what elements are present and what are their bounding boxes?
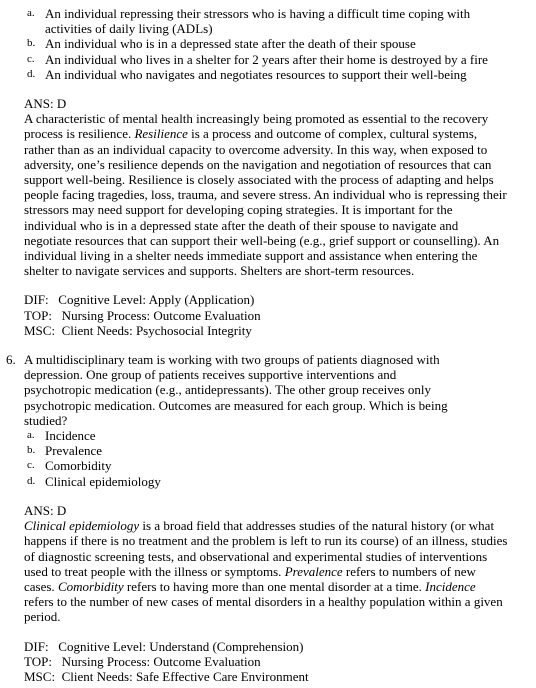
option-letter: c.: [27, 52, 35, 65]
rationale-text: refers to numbers of new cases.: [24, 563, 476, 594]
option-letter: a.: [27, 429, 35, 442]
difficulty-label: DIF: Cognitive Level: Apply (Application): [24, 292, 255, 308]
q5-option-b: [0, 36, 490, 51]
rationale-term: Clinical epidemiology: [24, 518, 140, 534]
rationale-text: refers to the number of new cases of mental disorders in a healthy population within a given period.: [24, 594, 503, 625]
difficulty-label: DIF: Cognitive Level: Understand (Comprehension): [24, 638, 304, 654]
option-letter: c.: [27, 459, 35, 472]
q6-stem: [0, 352, 466, 428]
option-text: An individual who is in a depressed state after the death of their spouse: [45, 36, 416, 52]
option-text: Comorbidity: [45, 458, 112, 474]
rationale-text: refers to having more than one mental disorder at a time.: [123, 578, 426, 594]
q6-options: [0, 428, 536, 489]
q5-option-d: [0, 67, 490, 82]
rationale-term: Incidence: [425, 578, 476, 594]
q5-rationale: [0, 111, 508, 278]
q5-metadata: [0, 292, 536, 338]
rationale-text: is a process and outcome of complex, cultural systems, rather than as an individual capacity to overcome adversity. In this way, when exposed to adversity, one’s resilience depends on the navigation and negotiation of resources that can support well-being. Resilience is closely associated with the process of adapting and helps people facing tragedies, loss, trauma, and severe stress. An individual who is repressing their stressors may need support for developing coping strategies. It is important for the individual who is in a depressed state after the death of their spouse to navigate and negotiate resources that can support their well-being (e.g., grief support or counselling). An individual living in a shelter needs immediate support and assistance when entering the shelter to navigate services and supports. Shelters are short-term resources.: [24, 126, 507, 279]
q6-rationale: [0, 518, 508, 624]
option-letter: b.: [27, 37, 36, 50]
q6-option-a: [0, 428, 490, 443]
rationale-text: A characteristic of mental health increasingly being promoted as essential to the recovery process is resilience.: [24, 111, 489, 142]
q5-option-a: [0, 6, 490, 36]
q5-answer: ANS: D: [24, 96, 67, 112]
option-letter: d.: [27, 474, 36, 487]
q5-options: [0, 6, 536, 82]
q6-option-b: [0, 443, 490, 458]
q6-option-c: [0, 458, 490, 473]
option-letter: d.: [27, 67, 36, 80]
client-needs-label: MSC: Client Needs: Psychosocial Integrity: [24, 322, 252, 338]
document-page: [0, 6, 536, 684]
option-letter: a.: [27, 7, 35, 19]
question-text: A multidisciplinary team is working with two groups of patients diagnosed with depression. One group of patients receives supportive interventions and psychotropic medication (e.g., antidepressants). The other group receives only psychotropic medication. Outcomes are measured for each group. Which is being studied?: [24, 352, 448, 428]
q6-metadata: [0, 639, 536, 685]
rationale-term: Resilience: [134, 126, 188, 142]
rationale-term: Comorbidity: [57, 578, 124, 594]
option-text: An individual who lives in a shelter for 2 years after their home is destroyed by a fire: [45, 51, 488, 67]
q6-answer: ANS: D: [24, 502, 67, 518]
option-text: Incidence: [45, 428, 96, 444]
option-text: An individual who navigates and negotiates resources to support their well-being: [45, 66, 467, 82]
question-number: 6.: [6, 352, 16, 368]
rationale-text: is a broad field that addresses studies of the natural history (or what happens if there is no treatment and the problem is left to run its course) of an illness, studies of diagnostic screening tests, and observational and experimental studies of interventions used to treat people with the illness or symptoms.: [24, 518, 508, 579]
q6-option-d: [0, 474, 490, 489]
topic-label: TOP: Nursing Process: Outcome Evaluation: [24, 307, 261, 323]
option-text: Clinical epidemiology: [45, 473, 161, 489]
rationale-term: Prevalence: [284, 563, 343, 579]
client-needs-label: MSC: Client Needs: Safe Effective Care Environment: [24, 668, 309, 684]
q5-option-c: [0, 52, 490, 67]
option-text: An individual repressing their stressors who is having a difficult time coping with activities of daily living (ADLs): [45, 6, 471, 37]
topic-label: TOP: Nursing Process: Outcome Evaluation: [24, 653, 261, 669]
option-letter: b.: [27, 444, 36, 457]
option-text: Prevalence: [45, 443, 103, 459]
